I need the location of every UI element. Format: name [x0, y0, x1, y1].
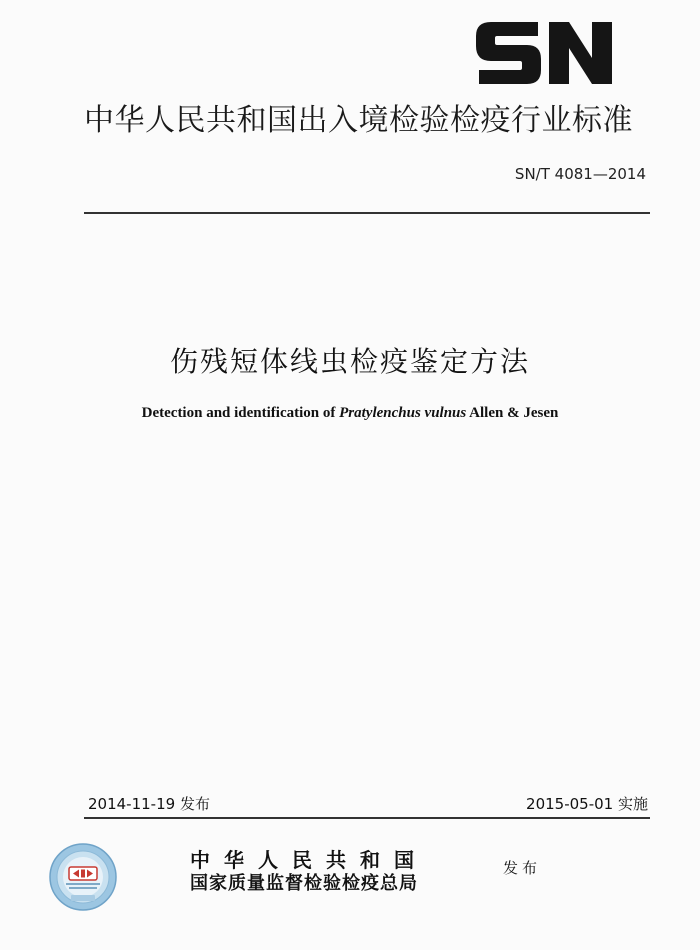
anti-counterfeit-seal [48, 842, 118, 912]
implementation-date: 2015-05-01 实施 [526, 795, 648, 813]
publisher-suffix: 发布 [503, 859, 542, 877]
standard-category: 中华人民共和国出入境检验检疫行业标准 [84, 103, 633, 138]
sn-logo [475, 16, 613, 86]
header-divider [84, 212, 650, 214]
issue-date: 2014-11-19 发布 [88, 795, 210, 813]
english-title-suffix: Allen & Jesen [466, 405, 559, 421]
publisher-country: 中华人民共和国 [190, 848, 428, 872]
english-title-prefix: Detection and identification of [141, 405, 340, 421]
footer-divider [84, 817, 650, 819]
publisher [190, 848, 428, 896]
english-title [0, 405, 700, 422]
chinese-title: 伤残短体线虫检疫鉴定方法 [169, 345, 530, 378]
standard-code: SN/T 4081—2014 [514, 165, 646, 183]
publisher-agency: 国家质量监督检验检疫总局 [190, 873, 418, 894]
english-title-species: Pratylenchus vulnus [339, 405, 467, 421]
